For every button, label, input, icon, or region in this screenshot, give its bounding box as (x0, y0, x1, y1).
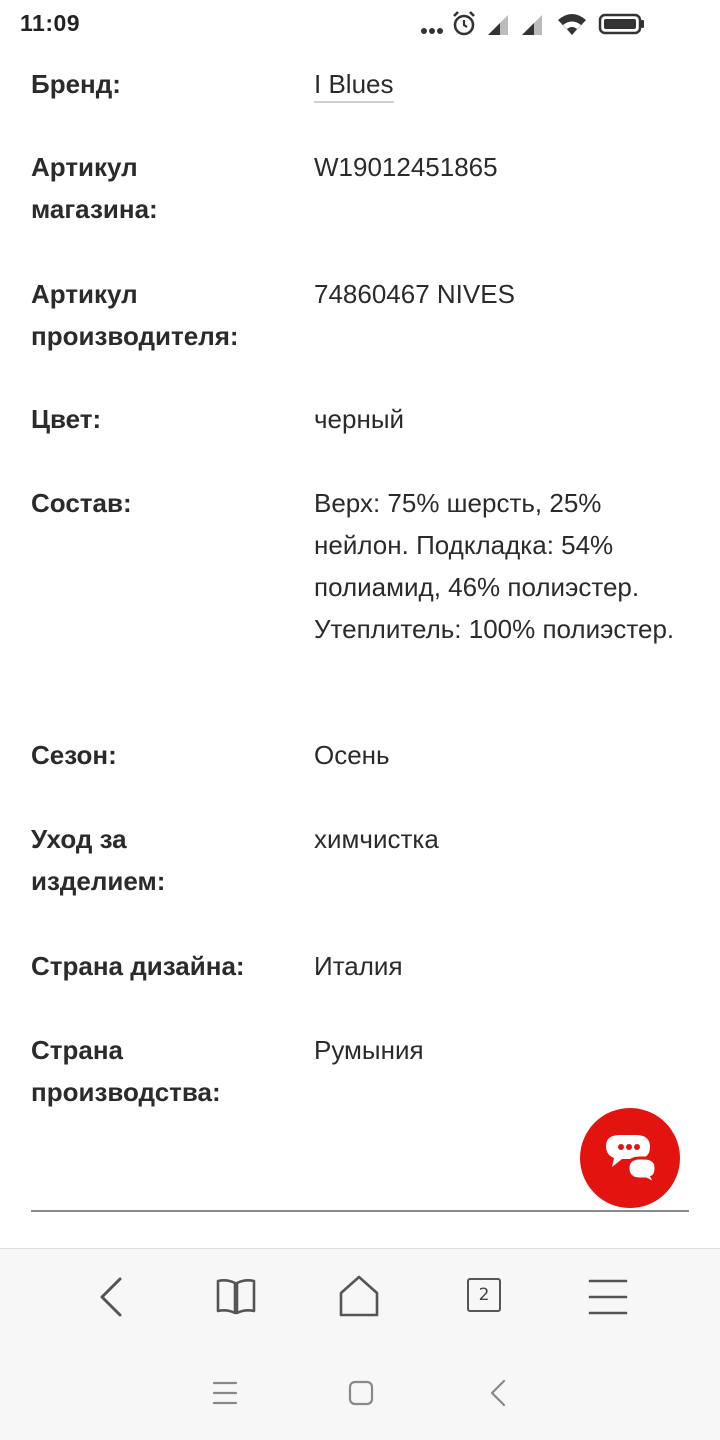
spec-label: Состав: (31, 488, 132, 518)
spec-label: Цвет: (31, 404, 102, 434)
system-navigation-bar (0, 1345, 720, 1440)
chat-bubbles-icon (580, 1108, 680, 1208)
system-back-button[interactable] (480, 1375, 520, 1411)
signal-icon (486, 9, 512, 39)
brand-link[interactable]: I Blues (314, 69, 394, 103)
spec-value (314, 63, 699, 105)
spec-value: Италия (314, 951, 403, 981)
recent-apps-button[interactable] (205, 1375, 245, 1411)
browser-back-button[interactable] (88, 1273, 138, 1321)
spec-label: Страна производства: (31, 1035, 221, 1107)
spec-label: Артикул производителя: (31, 279, 239, 351)
spec-value: Румыния (314, 1035, 424, 1065)
status-icons (418, 9, 698, 39)
browser-toolbar (0, 1248, 720, 1346)
home-icon (334, 1273, 384, 1321)
spec-value: W19012451865 (314, 152, 498, 182)
spec-label: Артикул магазина: (31, 152, 158, 224)
spec-value: химчистка (314, 824, 439, 854)
system-home-button[interactable] (341, 1375, 381, 1411)
battery-icon (598, 9, 646, 39)
hamburger-menu-icon (584, 1273, 634, 1321)
chat-button[interactable] (580, 1108, 680, 1208)
alarm-icon (450, 9, 480, 39)
spec-value: 74860467 NIVES (314, 279, 515, 309)
bookmarks-button[interactable] (211, 1273, 261, 1321)
status-bar (0, 0, 720, 50)
chevron-left-icon (88, 1273, 138, 1321)
spec-value: Осень (314, 740, 390, 770)
square-icon (341, 1375, 381, 1411)
menu-lines-icon (205, 1375, 245, 1411)
chevron-left-icon (480, 1375, 520, 1411)
tabs-button[interactable] (460, 1273, 510, 1321)
signal-icon (520, 9, 546, 39)
spec-value: черный (314, 404, 405, 434)
browser-menu-button[interactable] (584, 1273, 634, 1321)
book-icon (211, 1273, 261, 1321)
spec-label: Бренд: (31, 69, 121, 99)
section-divider (31, 1210, 689, 1212)
spec-label: Страна дизайна: (31, 951, 245, 981)
more-dots-icon (418, 9, 448, 39)
tab-count: 2 (467, 1278, 501, 1312)
spec-label: Уход за изделием: (31, 824, 166, 896)
wifi-icon (556, 9, 588, 39)
spec-label: Сезон: (31, 740, 117, 770)
browser-home-button[interactable] (334, 1273, 384, 1321)
spec-value: Верх: 75% шерсть, 25% нейлон. Подкладка: 54% полиамид, 46% полиэстер. Утеплитель: 100% полиэстер. (314, 488, 675, 644)
status-time: 11:09 (20, 10, 81, 36)
